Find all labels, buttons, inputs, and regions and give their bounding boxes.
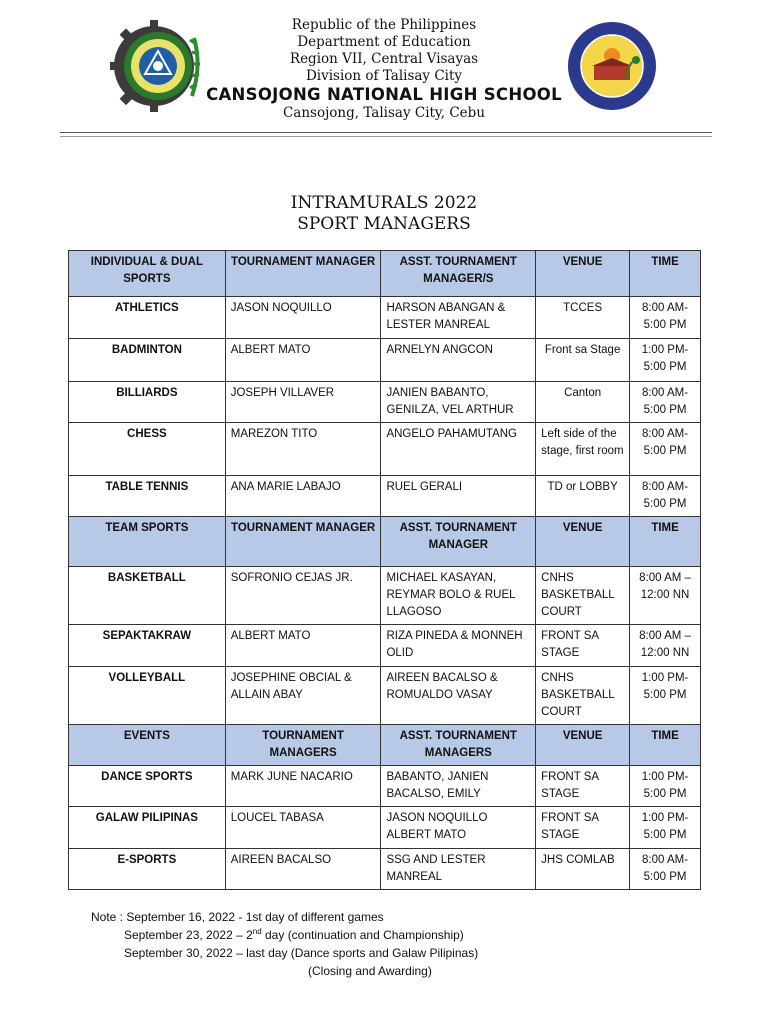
header-cell: TIME bbox=[630, 725, 701, 766]
time-cell: 1:00 PM- 5:00 PM bbox=[630, 766, 701, 807]
title-line-2: SPORT MANAGERS bbox=[297, 214, 471, 234]
venue-cell: FRONT SA STAGE bbox=[536, 625, 630, 667]
asst-manager-cell: BABANTO, JANIEN BACALSO, EMILY bbox=[381, 766, 536, 807]
venue-cell: Front sa Stage bbox=[536, 339, 630, 382]
sport-cell: BILLIARDS bbox=[69, 382, 226, 423]
school-address: Cansojong, Talisay City, Cebu bbox=[282, 105, 486, 121]
header-cell: ASST. TOURNAMENT MANAGERS bbox=[381, 725, 536, 766]
asst-manager-cell: JASON NOQUILLO ALBERT MATO bbox=[381, 807, 536, 849]
section-header-row bbox=[69, 725, 701, 766]
table-row bbox=[69, 667, 701, 725]
table-row bbox=[69, 766, 701, 807]
table-row bbox=[69, 423, 701, 476]
school-name: CANSOJONG NATIONAL HIGH SCHOOL bbox=[206, 85, 562, 104]
asst-manager-cell: SSG AND LESTER MANREAL bbox=[381, 849, 536, 890]
document-title bbox=[0, 193, 768, 235]
sport-cell: TABLE TENNIS bbox=[69, 476, 226, 517]
letterhead bbox=[0, 0, 768, 140]
header-cell: TOURNAMENT MANAGERS bbox=[225, 725, 381, 766]
letterhead-text bbox=[200, 17, 568, 122]
table-row bbox=[69, 297, 701, 339]
note-text: September 23, 2022 – 2 bbox=[124, 928, 253, 942]
asst-manager-cell: ANGELO PAHAMUTANG bbox=[381, 423, 536, 476]
sport-cell: BADMINTON bbox=[69, 339, 226, 382]
manager-cell: ANA MARIE LABAJO bbox=[225, 476, 381, 517]
table-row bbox=[69, 339, 701, 382]
schedule-note bbox=[91, 908, 478, 980]
manager-cell: LOUCEL TABASA bbox=[225, 807, 381, 849]
note-line: September 30, 2022 – last day (Dance sports and Galaw Pilipinas) bbox=[124, 946, 479, 960]
table-row bbox=[69, 807, 701, 849]
manager-cell: AIREEN BACALSO bbox=[225, 849, 381, 890]
venue-cell: Left side of the stage, first room bbox=[536, 423, 630, 476]
manager-cell: JOSEPH VILLAVER bbox=[225, 382, 381, 423]
asst-manager-cell: MICHAEL KASAYAN, REYMAR BOLO & RUEL LLAGOSO bbox=[381, 567, 536, 625]
time-cell: 8:00 AM- 5:00 PM bbox=[630, 382, 701, 423]
asst-manager-cell: HARSON ABANGAN & LESTER MANREAL bbox=[381, 297, 536, 339]
letterhead-divider bbox=[60, 132, 712, 133]
asst-manager-cell: RIZA PINEDA & MONNEH OLID bbox=[381, 625, 536, 667]
time-cell: 1:00 PM- 5:00 PM bbox=[630, 807, 701, 849]
sport-cell: BASKETBALL bbox=[69, 567, 226, 625]
section-header-row bbox=[69, 517, 701, 567]
header-cell: EVENTS bbox=[69, 725, 226, 766]
header-line: Division of Talisay City bbox=[305, 68, 463, 84]
header-cell: INDIVIDUAL & DUAL SPORTS bbox=[69, 251, 226, 297]
table-row bbox=[69, 476, 701, 517]
header-cell: ASST. TOURNAMENT MANAGER bbox=[381, 517, 536, 567]
sport-cell: GALAW PILIPINAS bbox=[69, 807, 226, 849]
manager-cell: JOSEPHINE OBCIAL & ALLAIN ABAY bbox=[225, 667, 381, 725]
manager-cell: ALBERT MATO bbox=[225, 339, 381, 382]
table-row bbox=[69, 849, 701, 890]
table-row bbox=[69, 625, 701, 667]
note-line: (Closing and Awarding) bbox=[308, 964, 432, 978]
header-cell: VENUE bbox=[536, 517, 630, 567]
sport-cell: E-SPORTS bbox=[69, 849, 226, 890]
header-cell: TIME bbox=[630, 251, 701, 297]
note-line bbox=[91, 926, 478, 944]
manager-cell: JASON NOQUILLO bbox=[225, 297, 381, 339]
time-cell: 8:00 AM – 12:00 NN bbox=[630, 567, 701, 625]
venue-cell: FRONT SA STAGE bbox=[536, 807, 630, 849]
header-line: Department of Education bbox=[297, 34, 471, 50]
sport-managers-table bbox=[68, 250, 701, 890]
venue-cell: TD or LOBBY bbox=[536, 476, 630, 517]
deped-division-seal-icon bbox=[566, 20, 658, 112]
section-header-row bbox=[69, 251, 701, 297]
sport-cell: CHESS bbox=[69, 423, 226, 476]
sport-cell: DANCE SPORTS bbox=[69, 766, 226, 807]
header-cell: VENUE bbox=[536, 251, 630, 297]
header-cell: ASST. TOURNAMENT MANAGER/S bbox=[381, 251, 536, 297]
sport-cell: SEPAKTAKRAW bbox=[69, 625, 226, 667]
header-line: Republic of the Philippines bbox=[291, 17, 477, 33]
header-cell: TOURNAMENT MANAGER bbox=[225, 251, 381, 297]
time-cell: 1:00 PM- 5:00 PM bbox=[630, 667, 701, 725]
title-line-1: INTRAMURALS 2022 bbox=[290, 193, 478, 213]
venue-cell: JHS COMLAB bbox=[536, 849, 630, 890]
asst-manager-cell: RUEL GERALI bbox=[381, 476, 536, 517]
sport-cell: ATHLETICS bbox=[69, 297, 226, 339]
header-cell: TEAM SPORTS bbox=[69, 517, 226, 567]
manager-cell: MAREZON TITO bbox=[225, 423, 381, 476]
time-cell: 8:00 AM- 5:00 PM bbox=[630, 476, 701, 517]
time-cell: 1:00 PM- 5:00 PM bbox=[630, 339, 701, 382]
school-seal-gear-icon bbox=[108, 18, 204, 114]
header-cell: VENUE bbox=[536, 725, 630, 766]
table-row bbox=[69, 567, 701, 625]
venue-cell: FRONT SA STAGE bbox=[536, 766, 630, 807]
venue-cell: Canton bbox=[536, 382, 630, 423]
asst-manager-cell: AIREEN BACALSO & ROMUALDO VASAY bbox=[381, 667, 536, 725]
manager-cell: SOFRONIO CEJAS JR. bbox=[225, 567, 381, 625]
venue-cell: CNHS BASKETBALL COURT bbox=[536, 567, 630, 625]
header-line: Region VII, Central Visayas bbox=[289, 51, 479, 67]
time-cell: 8:00 AM – 12:00 NN bbox=[630, 625, 701, 667]
time-cell: 8:00 AM- 5:00 PM bbox=[630, 423, 701, 476]
header-cell: TOURNAMENT MANAGER bbox=[225, 517, 381, 567]
time-cell: 8:00 AM- 5:00 PM bbox=[630, 849, 701, 890]
time-cell: 8:00 AM- 5:00 PM bbox=[630, 297, 701, 339]
venue-cell: CNHS BASKETBALL COURT bbox=[536, 667, 630, 725]
manager-cell: ALBERT MATO bbox=[225, 625, 381, 667]
letterhead-divider bbox=[60, 136, 712, 137]
note-line: Note : September 16, 2022 - 1st day of different games bbox=[91, 910, 384, 924]
table-row bbox=[69, 382, 701, 423]
header-cell: TIME bbox=[630, 517, 701, 567]
venue-cell: TCCES bbox=[536, 297, 630, 339]
asst-manager-cell: JANIEN BABANTO, GENILZA, VEL ARTHUR bbox=[381, 382, 536, 423]
ordinal-suffix: nd bbox=[252, 927, 262, 936]
asst-manager-cell: ARNELYN ANGCON bbox=[381, 339, 536, 382]
manager-cell: MARK JUNE NACARIO bbox=[225, 766, 381, 807]
note-text: day (continuation and Championship) bbox=[261, 928, 464, 942]
sport-cell: VOLLEYBALL bbox=[69, 667, 226, 725]
